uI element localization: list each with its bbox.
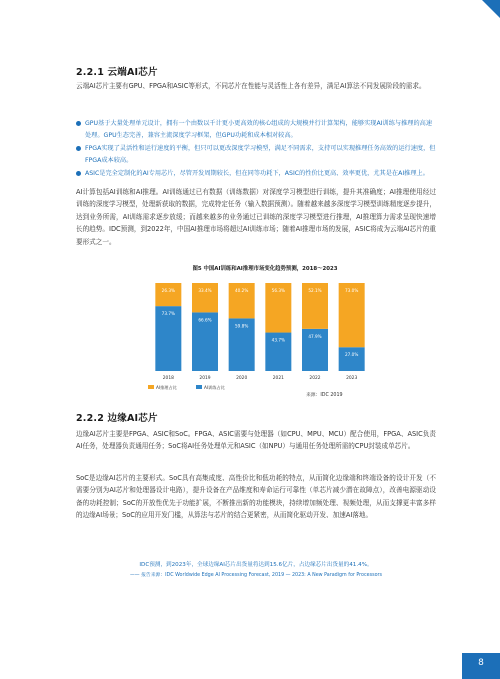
page-number: 8 (462, 653, 500, 679)
legend-label: AI推理占比 (156, 385, 177, 390)
bullet-asic (76, 168, 436, 180)
idc-highlight: IDC预测，到2023年，全球边缘AI芯片出货量将达到15.6亿片，占边缘芯片出货量的41.4%。 (139, 562, 373, 568)
tick-label: 2018 (162, 376, 174, 381)
data-label: 56.3% (271, 288, 285, 293)
chart-title: 图5 中国AI训练和AI推理市场变化趋势预测，2018～2023 (192, 266, 338, 272)
data-label: 59.8% (235, 323, 249, 329)
bullet-text: GPU基于大量处理单元设计，拥有一个由数以千计更小更高效的核心组成的大规模并行计算架构，能够实现AI训练与推理的高速处理。GPU生态完善，兼容主流深度学习框架，但GPU功耗和成本相对较高。 (85, 120, 433, 139)
section2-paragraph-2: SoC是边缘AI芯片的主要形式。SoC具有高集成度、高性价比和低功耗的特点，从而简化边缘端和终端设备的设计开发（不需要分别为AI芯片和处理器设计电路），提升设备在产品维度和寿命运行可靠性（单芯片减少潜在故障点），改善电源驱动设备的功耗控制；SoC的开放性优先于功能扩展，不断推出新的功能模块，持续增加频处理、视频处理，从而支撑更丰富多样的边缘AI场景；SoC的应用开发门槛，从算法与芯片的结合更紧密，从而简化驱动开发、加速AI落地。 (76, 474, 436, 520)
section2-paragraph-1: 边缘AI芯片主要是FPGA、ASIC和SoC。FPGA、ASIC需要与处理器（如CPU、MPU、MCU）配合使用，FPGA、ASIC负责AI任务，处理器负责通用任务；SoC将AI任务处理单元和ASIC（如NPU）与通用任务处理所需的CPU封装成单芯片。 (76, 430, 436, 451)
chart-source: 来源：IDC 2019 (306, 393, 343, 398)
legend-swatch (196, 385, 202, 389)
bullet-dot-icon (76, 121, 81, 126)
data-label: 73.7% (161, 311, 175, 317)
data-label: 26.3% (161, 288, 175, 293)
legend-label: AI训练占比 (204, 385, 225, 390)
section-body: AI计算包括AI训练和AI推理。AI训练通过已有数据（训练数据）对深度学习模型进行训练，提升其准确度；AI推理使用经过训练的深度学习模型，处理新获取的数据，完成特定任务（输入数据预测）。随着越来越多深度学习模型训练精度逐步提升，达到业务所需，AI训练需求逐步放缓；而越来越多的业务通过已训练的深度学习模型进行推理，AI推理算力需求呈现快速增长的趋势。IDC预测，到2022年，中国AI推理市场将超过AI训练市场；随着AI推理市场的发展，ASIC将成为云端AI芯片的重要形式之一。 (76, 188, 436, 246)
corner-decoration (482, 0, 500, 18)
bar-training-2023 (339, 347, 365, 371)
tick-label: 2022 (309, 376, 321, 381)
bullet-dot-icon (76, 146, 81, 151)
section-title-cloud-ai-chip: 2.2.1 云端AI芯片 (76, 67, 158, 78)
tick-label: 2023 (346, 376, 358, 381)
bullet-text: FPGA实现了灵活性和运行速度的平衡，但只可以更改深度学习模型，满足不同需求，支持可以实现推理任务高效的运行速度，但FPGA成本较高。 (85, 145, 436, 164)
top-bar (0, 0, 500, 18)
legend-swatch (148, 385, 154, 389)
data-label: 52.1% (308, 288, 322, 293)
section-title-edge-ai-chip: 2.2.2 边缘AI芯片 (76, 413, 158, 424)
data-label: 47.9% (308, 333, 322, 339)
bullet-dot-icon (76, 171, 81, 176)
idc-source: —— 报告来源：IDC Worldwide Edge AI Processing Forecast, 2019 — 2023: A New Paradigm for Processors (130, 573, 382, 578)
tick-label: 2021 (272, 376, 284, 381)
data-label: 66.6% (198, 317, 212, 323)
bullet-gpu (76, 118, 436, 141)
section-intro: 云端AI芯片主要有GPU、FPGA和ASIC等形式，不同芯片在性能与灵活性上各有差异，满足AI算法不同发展阶段的需求。 (76, 82, 426, 90)
bar-inference-2018 (155, 283, 181, 306)
bullet-text: ASIC是完全定制化的AI专用芯片，尽管开发周期较长，但在同等功耗下，ASIC的性价比更高、效率更优，尤其是在AI推理上。 (85, 170, 429, 177)
tick-label: 2019 (199, 376, 211, 381)
market-trend-chart (140, 275, 380, 395)
tick-label: 2020 (236, 376, 248, 381)
data-label: 40.2% (235, 288, 249, 293)
bullet-fpga (76, 143, 436, 166)
data-label: 27.0% (345, 352, 359, 358)
data-label: 73.0% (345, 288, 359, 293)
data-label: 43.7% (271, 337, 285, 343)
data-label: 33.4% (198, 288, 212, 293)
